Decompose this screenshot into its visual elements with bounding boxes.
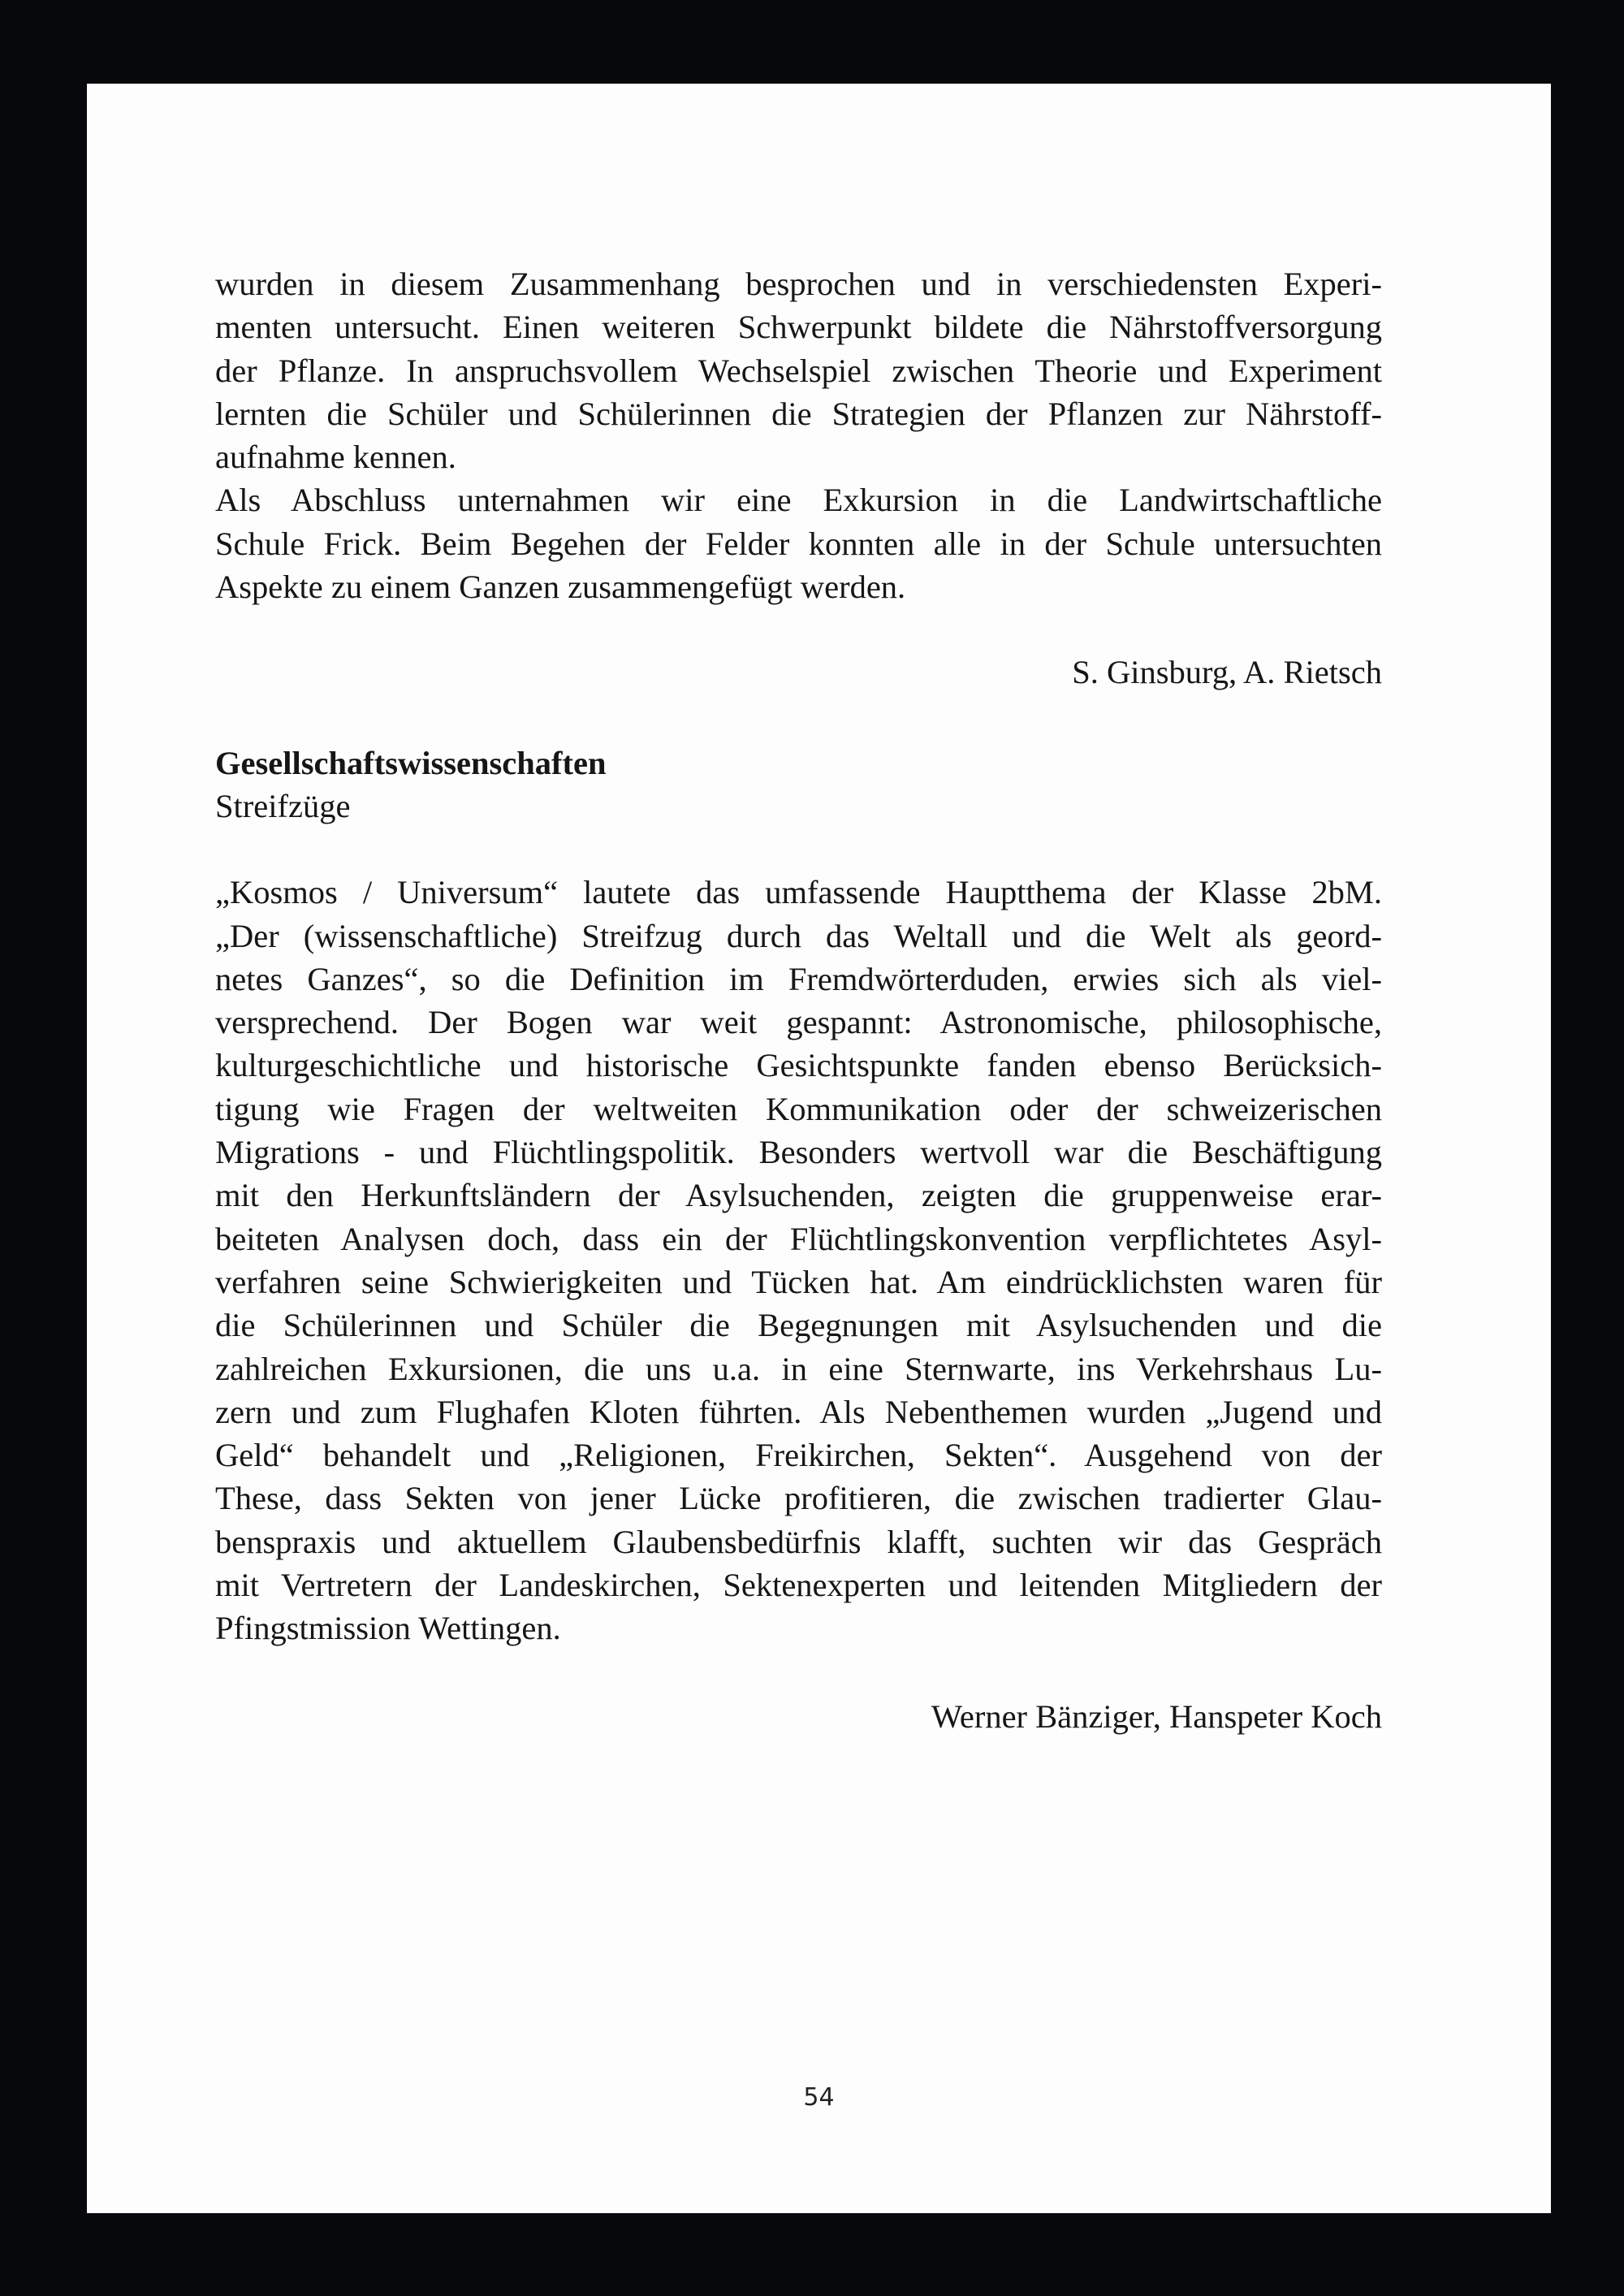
text-line: versprechend. Der Bogen war weit gespannt: Astronomische, philosophische,: [215, 1004, 1382, 1041]
text-line: beiteten Analysen doch, dass ein der Flüchtlingskonvention verpflichtetes Asyl-: [215, 1220, 1382, 1257]
text-line: mit Vertretern der Landeskirchen, Sektenexperten und leitenden Mitgliedern der: [215, 1567, 1382, 1604]
text-line: These, dass Sekten von jener Lücke profitieren, die zwischen tradierter Glau-: [215, 1480, 1382, 1517]
page-content: [215, 262, 1382, 1738]
author-signature: S. Ginsburg, A. Rietsch: [1072, 654, 1382, 691]
text-line: tigung wie Fragen der weltweiten Kommunikation oder der schweizerischen: [215, 1090, 1382, 1127]
text-line: Schule Frick. Beim Begehen der Felder konnten alle in der Schule untersuchten: [215, 525, 1382, 562]
text-line: verfahren seine Schwierigkeiten und Tücken hat. Am eindrücklichsten waren für: [215, 1263, 1382, 1300]
text-line: menten untersucht. Einen weiteren Schwerpunkt bildete die Nährstoffversorgung: [215, 309, 1382, 346]
paragraph-kosmos: [215, 871, 1382, 1650]
text-line: netes Ganzes“, so die Definition im Fremdwörterduden, erwies sich als viel-: [215, 960, 1382, 997]
page-number: 54: [803, 2083, 835, 2112]
document-page: [87, 84, 1551, 2213]
text-line: mit den Herkunftsländern der Asylsuchenden, zeigten die gruppenweise erar-: [215, 1177, 1382, 1214]
text-line: „Kosmos / Universum“ lautete das umfassende Hauptthema der Klasse 2bM.: [215, 874, 1382, 911]
paragraph-nutrition: [215, 262, 1382, 478]
section-subheading: Streifzüge: [215, 787, 351, 824]
text-line: der Pflanze. In anspruchsvollem Wechselspiel zwischen Theorie und Experiment: [215, 352, 1382, 389]
text-line: aufnahme kennen.: [215, 439, 456, 476]
section-heading: Gesellschaftswissenschaften: [215, 744, 607, 781]
paragraph-excursion: [215, 478, 1382, 608]
text-line: kulturgeschichtliche und historische Gesichtspunkte fanden ebenso Berücksich-: [215, 1047, 1382, 1084]
text-line: Als Abschluss unternahmen wir eine Exkursion in die Landwirtschaftliche: [215, 482, 1382, 519]
text-line: „Der (wissenschaftliche) Streifzug durch das Weltall und die Welt als geord-: [215, 917, 1382, 954]
text-line: zern und zum Flughafen Kloten führten. Als Nebenthemen wurden „Jugend und: [215, 1393, 1382, 1430]
text-line: Migrations - und Flüchtlingspolitik. Besonders wertvoll war die Beschäftigung: [215, 1134, 1382, 1171]
text-line: wurden in diesem Zusammenhang besprochen und in verschiedensten Experi-: [215, 266, 1382, 302]
text-line: Aspekte zu einem Ganzen zusammengefügt werden.: [215, 569, 906, 606]
text-line: zahlreichen Exkursionen, die uns u.a. in eine Sternwarte, ins Verkehrshaus Lu-: [215, 1350, 1382, 1387]
text-line: Pfingstmission Wettingen.: [215, 1610, 561, 1647]
author-signature: Werner Bänziger, Hanspeter Koch: [931, 1697, 1382, 1735]
text-line: benspraxis und aktuellem Glaubensbedürfnis klafft, suchten wir das Gespräch: [215, 1523, 1382, 1560]
text-line: Geld“ behandelt und „Religionen, Freikirchen, Sekten“. Ausgehend von der: [215, 1437, 1382, 1474]
text-line: die Schülerinnen und Schüler die Begegnungen mit Asylsuchenden und die: [215, 1307, 1382, 1344]
text-line: lernten die Schüler und Schülerinnen die Strategien der Pflanzen zur Nährstoff-: [215, 395, 1382, 432]
